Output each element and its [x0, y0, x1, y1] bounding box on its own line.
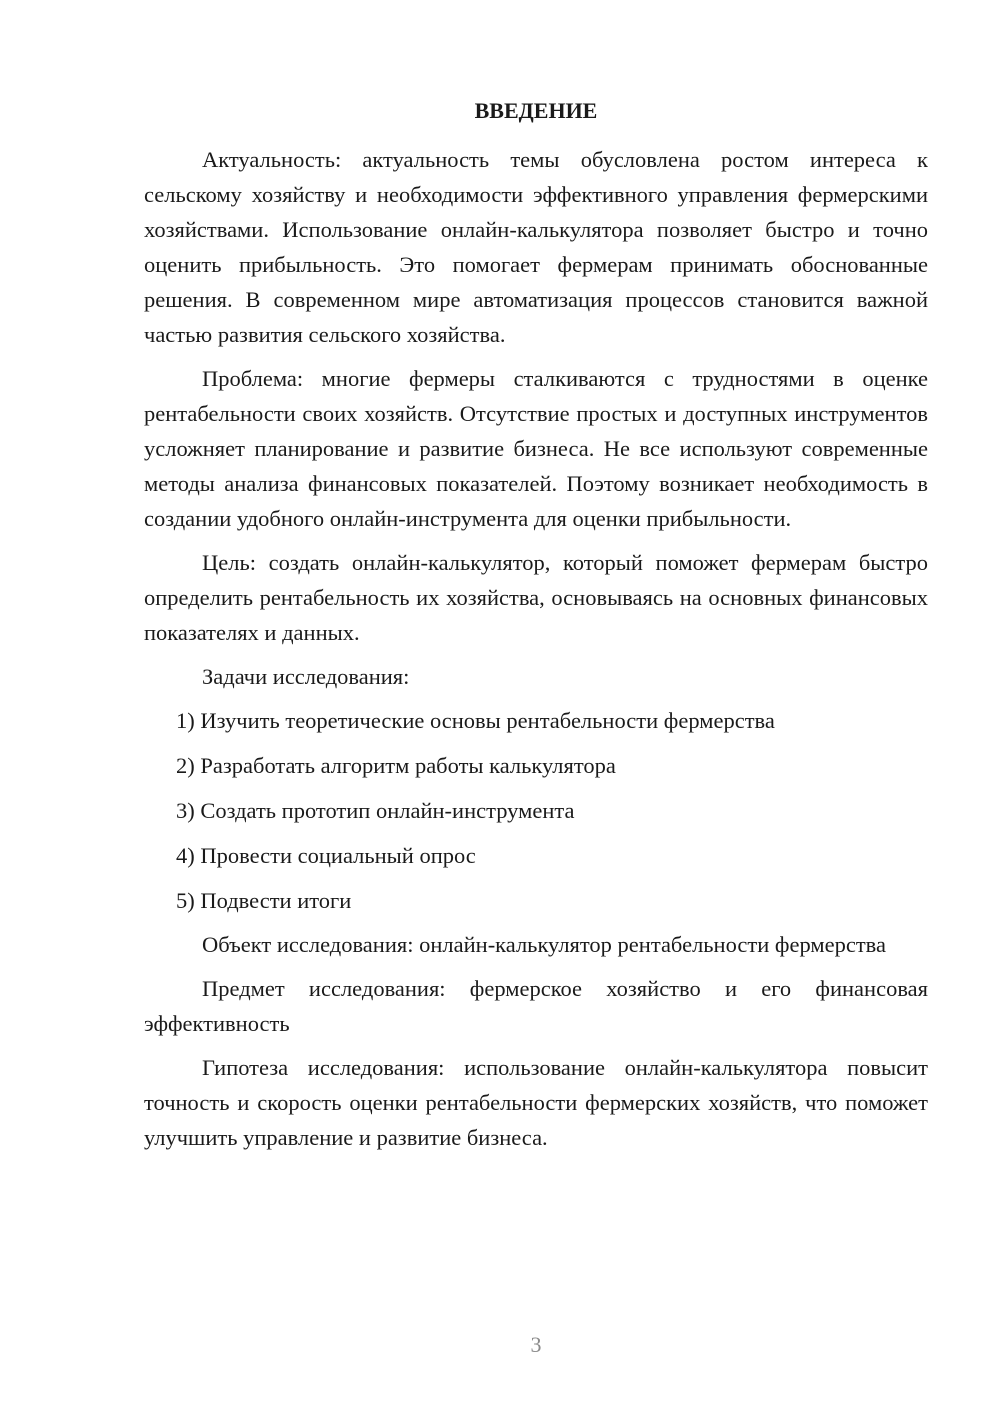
page-number: 3 [530, 1332, 542, 1357]
paragraph-goal: Цель: создать онлайн-калькулятор, который поможет фермерам быстро определить рентабельность их хозяйства, основываясь на основных финансовых показателях и данных. [144, 550, 928, 645]
task-item: 2) Разработать алгоритм работы калькулятора [176, 753, 616, 778]
paragraph-subject: Предмет исследования: фермерское хозяйство и его финансовая эффективность [144, 976, 928, 1036]
paragraph-relevance: Актуальность: актуальность темы обусловлена ростом интереса к сельскому хозяйству и необходимости эффективного управления фермерскими хозяйствами. Использование онлайн-калькулятора позволяет быстро и точно оценить прибыльность. Это помогает фермерам принимать обоснованные решения. В современном мире автоматизация процессов становится важной частью развития сельского хозяйства. [144, 147, 928, 347]
task-item: 3) Создать прототип онлайн-инструмента [176, 798, 575, 823]
paragraph-object: Объект исследования: онлайн-калькулятор рентабельности фермерства [202, 932, 886, 957]
body-text [144, 142, 928, 1164]
task-list [144, 703, 928, 918]
task-item: 4) Провести социальный опрос [176, 843, 476, 868]
task-item: 5) Подвести итоги [176, 888, 352, 913]
paragraph-hypothesis: Гипотеза исследования: использование онлайн-калькулятора повысит точность и скорость оценки рентабельности фермерских хозяйств, что поможет улучшить управление и развитие бизнеса. [144, 1055, 928, 1150]
tasks-heading: Задачи исследования: [202, 664, 410, 689]
section-title: ВВЕДЕНИЕ [474, 98, 598, 123]
paragraph-problem: Проблема: многие фермеры сталкиваются с трудностями в оценке рентабельности своих хозяйств. Отсутствие простых и доступных инструментов усложняет планирование и развитие бизнеса. Не все используют современные методы анализа финансовых показателей. Поэтому возникает необходимость в создании удобного онлайн-инструмента для оценки прибыльности. [144, 366, 928, 531]
task-item: 1) Изучить теоретические основы рентабельности фермерства [176, 708, 775, 733]
